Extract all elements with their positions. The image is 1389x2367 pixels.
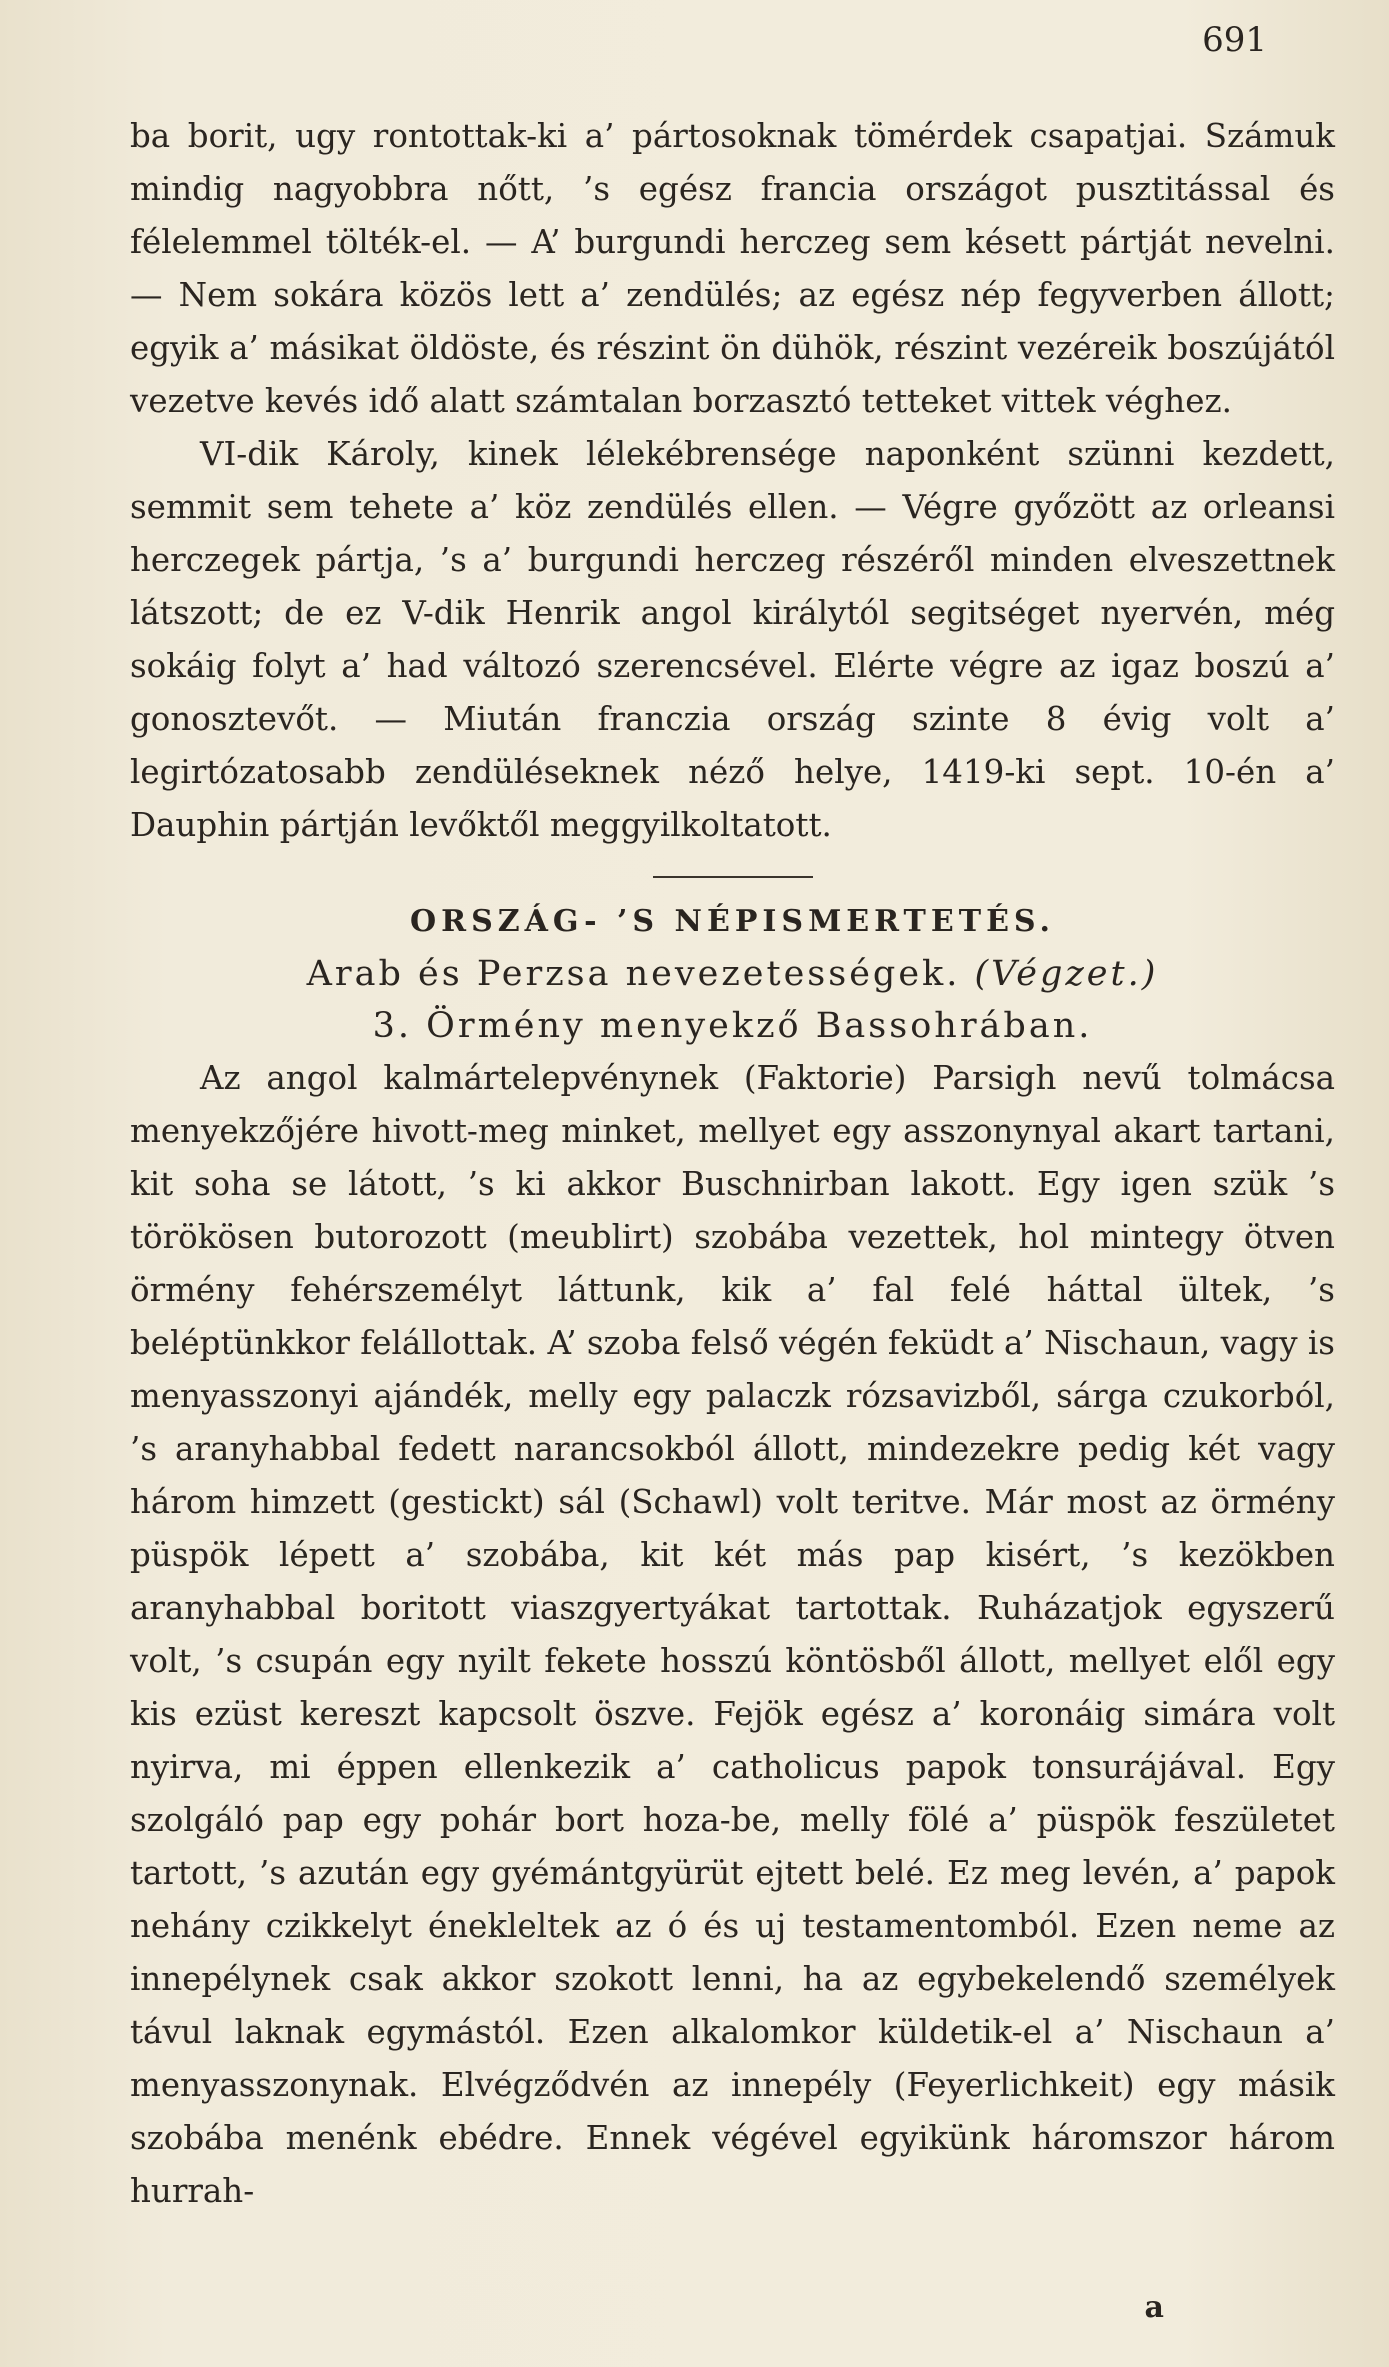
- subheading-note: (Végzet.): [974, 954, 1159, 994]
- paragraph-karoly: VI-dik Károly, kinek lélekébrensége naponként szünni kezdett, semmit sem tehete a’ köz zendülés ellen. — Végre győzött az orleansi herczegek pártja, ’s a’ burgundi herczeg részéről minden elveszettnek látszott; de ez V-dik Henrik angol királytól segitséget nyervén, még sokáig folyt a’ had változó szerencsével. Elérte végre az igaz boszú a’ gonosztevőt. — Miután franczia ország szinte 8 évig volt a’ legirtózatosabb zendüléseknek néző helye, 1419-ki sept. 10-én a’ Dauphin pártján levőktől meggyilkoltatott.: [130, 435, 1335, 844]
- text-column: [130, 110, 1335, 2218]
- subheading-text: Arab és Perzsa nevezetességek.: [306, 954, 961, 994]
- chapter-heading: 3. Örmény menyekző Bassohrában.: [372, 1006, 1093, 1046]
- page-number: 691: [1202, 20, 1267, 60]
- catchword: a: [1144, 2290, 1164, 2325]
- section-divider: [653, 876, 813, 878]
- paragraph-wedding: Az angol kalmártelepvénynek (Faktorie) Parsigh nevű tolmácsa menyekzőjére hivott-meg minket, mellyet egy asszonynyal akart tartani, kit soha se látott, ’s ki akkor Buschnirban lakott. Egy igen szük ’s törökösen butorozott (meublirt) szobába vezettek, hol mintegy ötven örmény fehérszemélyt láttunk, kik a’ fal felé háttal ültek, ’s beléptünkkor felállottak. A’ szoba felső végén feküdt a’ Nischaun, vagy is menyasszonyi ajándék, melly egy palaczk rózsavizből, sárga czukorból, ’s aranyhabbal fedett narancsokból állott, mindezekre pedig két vagy három himzett (gestickt) sál (Schawl) volt teritve. Már most az örmény püspök lépett a’ szobába, kit két más pap kisért, ’s kezökben aranyhabbal boritott viaszgyertyákat tartottak. Ruházatjok egyszerű volt, ’s csupán egy nyilt fekete hosszú köntösből állott, mellyet elől egy kis ezüst kereszt kapcsolt öszve. Fejök egész a’ koronáig simára volt nyirva, mi éppen ellenkezik a’ catholicus papok tonsurájával. Egy szolgáló pap egy pohár bort hoza-be, melly fölé a’ püspök feszületet tartott, ’s azután egy gyémántgyürüt ejtett belé. Ez meg levén, a’ papok nehány czikkelyt énekleltek az ó és uj testamentomból. Ezen neme az innepélynek csak akkor szokott lenni, ha az egybekelendő személyek távul laknak egymástól. Ezen alkalomkor küldetik-el a’ Nischaun a’ menyasszonynak. Elvégződvén az innepély (Feyerlichkeit) egy másik szobába menénk ebédre. Ennek végével egyikünk háromszor három hurrah-: [130, 1059, 1335, 2210]
- subheading: [130, 948, 1335, 1000]
- section-heading: ORSZÁG- ’S NÉPISMERTETÉS.: [410, 904, 1055, 939]
- paragraph-continuation: ba borit, ugy rontottak-ki a’ pártosoknak tömérdek csapatjai. Számuk mindig nagyobbra nőtt, ’s egész francia országot pusztitással és félelemmel tölték-el. — A’ burgundi herczeg sem késett pártját nevelni. — Nem sokára közös lett a’ zendülés; az egész nép fegyverben állott; egyik a’ másikat öldöste, és részint ön dühök, részint vezéreik boszújától vezetve kevés idő alatt számtalan borzasztó tetteket vittek véghez.: [130, 117, 1335, 420]
